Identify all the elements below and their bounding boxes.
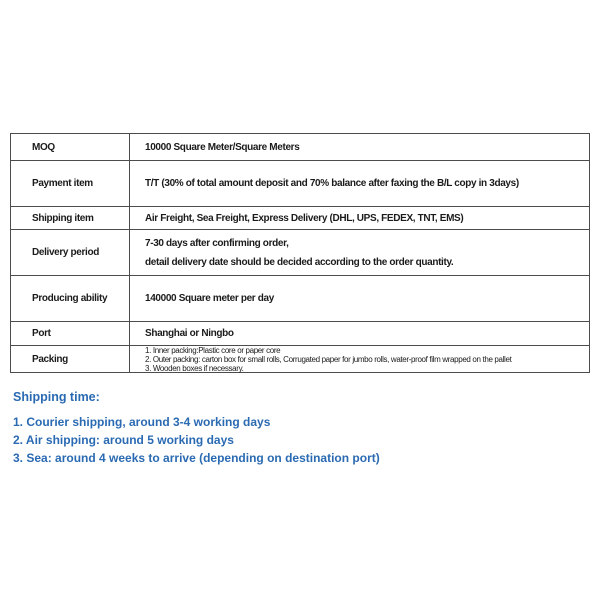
row-value <box>130 276 589 321</box>
table-row-producing-ability <box>11 275 589 321</box>
row-value-line: T/T (30% of total amount deposit and 70% balance after faxing the B/L copy in 3days) <box>145 178 519 189</box>
row-label-text: MOQ <box>32 141 55 153</box>
table-row-port <box>11 321 589 345</box>
table-row-moq <box>11 134 589 160</box>
row-label <box>11 134 130 160</box>
table-row-packing <box>11 345 589 372</box>
shipping-time-section <box>13 390 380 467</box>
row-label <box>11 230 130 275</box>
row-value-line: Air Freight, Sea Freight, Express Delivery (DHL, UPS, FEDEX, TNT, EMS) <box>145 212 464 224</box>
shipping-time-item: 1. Courier shipping, around 3-4 working days <box>13 415 271 429</box>
row-label <box>11 346 130 372</box>
table-row-delivery-period <box>11 229 589 275</box>
table-row-shipping-item <box>11 206 589 229</box>
shipping-time-item: 2. Air shipping: around 5 working days <box>13 433 234 447</box>
product-info-table <box>10 133 590 373</box>
row-label-text: Delivery period <box>32 247 100 258</box>
row-value-line: 10000 Square Meter/Square Meters <box>145 141 300 153</box>
row-value <box>130 346 589 372</box>
table-row-payment-item <box>11 160 589 206</box>
row-value-line: detail delivery date should be decided according to the order quantity. <box>145 256 454 268</box>
row-label-text: Packing <box>32 353 68 365</box>
row-value-line: 2. Outer packing: carton box for small rolls, Corrugated paper for jumbo rolls, water-proof film wrapped on the pallet <box>145 354 512 364</box>
row-value <box>130 207 589 229</box>
row-value <box>130 134 589 160</box>
row-label <box>11 322 130 345</box>
row-value <box>130 230 589 275</box>
row-label <box>11 161 130 206</box>
row-label <box>11 276 130 321</box>
shipping-time-heading: Shipping time: <box>13 390 100 404</box>
row-label-text: Shipping item <box>32 212 94 224</box>
row-label-text: Payment item <box>32 178 93 189</box>
row-value-line: 140000 Square meter per day <box>145 293 274 304</box>
row-value-line: Shanghai or Ningbo <box>145 328 234 339</box>
row-value-line: 1. Inner packing:Plastic core or paper core <box>145 345 281 355</box>
shipping-time-item: 3. Sea: around 4 weeks to arrive (depending on destination port) <box>13 451 380 465</box>
row-value-line: 7-30 days after confirming order, <box>145 237 289 249</box>
row-label-text: Producing ability <box>32 293 108 304</box>
row-value <box>130 161 589 206</box>
row-value-line: 3. Wooden boxes if necessary. <box>145 363 244 373</box>
row-label <box>11 207 130 229</box>
row-label-text: Port <box>32 328 51 339</box>
row-value <box>130 322 589 345</box>
